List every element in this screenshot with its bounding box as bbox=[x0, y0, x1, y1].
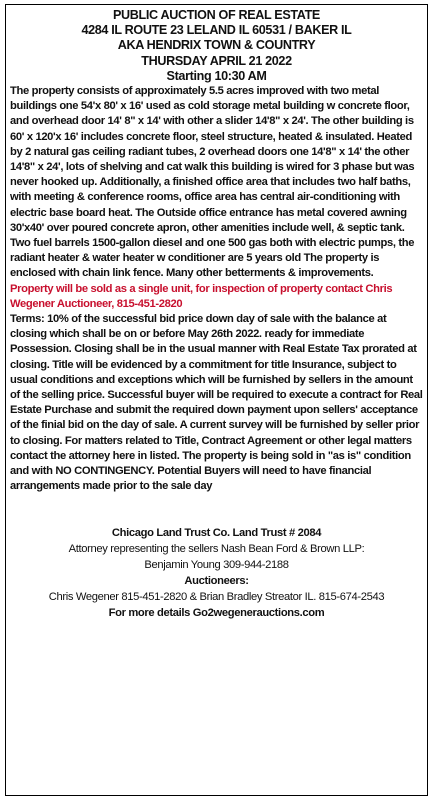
terms-of-sale: Terms: 10% of the successful bid price down day of sale with the balance at closing which shall be on or before May 26th 2022. ready for immediate Possession. Closing shall be in the usual manner with Real Estate Tax prorated at closing. Title will be evidenced by a commitment for title Insurance, subject to usual conditions and exceptions which will be furnished by sellers in the amount of the selling price. Successful buyer will be required to execute a contract for Real Estate Purchase and submit the required down payment upon sellers' acceptance of the finial bid on the day of sale. A current survey will be furnished by seller prior to closing. For matters related to Title, Contract Agreement or other legal matters contact the attorney here in listed. The property is being sold in "as is" condition and with NO CONTINGENCY. Potential Buyers will need to have financial arrangements made prior to the sale day bbox=[10, 313, 423, 493]
land-trust: Chicago Land Trust Co. Land Trust # 2084 bbox=[111, 526, 322, 539]
auction-notice bbox=[5, 4, 428, 796]
auctioneers-label: Auctioneers: bbox=[184, 574, 249, 587]
heading-block bbox=[10, 8, 423, 84]
auctioneers-contacts: Chris Wegener 815-451-2820 & Brian Bradley Streator IL. 815-674-2543 bbox=[48, 590, 385, 603]
heading-address: 4284 IL ROUTE 23 LELAND IL 60531 / BAKER IL bbox=[81, 23, 352, 38]
website-details: For more details Go2wegenerauctions.com bbox=[108, 606, 325, 619]
attorney-contact: Benjamin Young 309-944-2188 bbox=[144, 558, 289, 571]
inspection-notice: Property will be sold as a single unit, for inspection of property contact Chris Wegener Auctioneer, 815-451-2820 bbox=[10, 282, 393, 310]
heading-date: THURSDAY APRIL 21 2022 bbox=[141, 53, 292, 68]
heading-title: PUBLIC AUCTION OF REAL ESTATE bbox=[113, 8, 320, 22]
attorney-line: Attorney representing the sellers Nash Bean Ford & Brown LLP: bbox=[68, 542, 365, 555]
heading-aka: AKA HENDRIX TOWN & COUNTRY bbox=[117, 38, 316, 53]
heading-time: Starting 10:30 AM bbox=[166, 68, 267, 83]
footer-block bbox=[10, 525, 423, 621]
property-description: The property consists of approximately 5.5 acres improved with two metal buildings one 54'x 80' x 16' used as cold storage metal building w concrete floor, and overhead door 14' 8" x 14' with other a slider 14'8" x 24'. The other building is 60' x 120'x 16' includes concrete floor, steel structure, heated & insulated. Heated by 2 natural gas ceiling radiant tubes, 2 overhead doors one 14'8" x 14' the other 14'8" x 24', lots of shelving and cat walk this building is wired for 3 phase but was never hooked up. Additionally, a finished office area that includes two half baths, with meeting & conference rooms, office area has central air-conditioning with electric base board heat. The Outside office entrance has metal covered awning 30'x40' over poured concrete apron, other amenities include well, & septic tank. Two fuel barrels 1500-gallon diesel and one 500 gas both with electric pumps, the radiant heater & water heater w conditioner are 5 years old The property is enclosed with chain link fence. Many other betterments & improvements. bbox=[10, 85, 415, 280]
